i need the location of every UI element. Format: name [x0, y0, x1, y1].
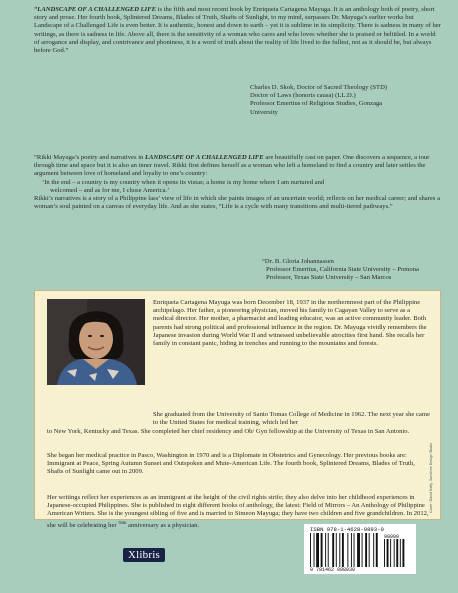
- bio-paragraph-3: to New York, Kentucky and Texas. She completed her chief residency and Ob/ Gyn fellowship at the University of Texas in San Antonio.: [47, 428, 410, 435]
- isbn-number: ISBN 978-1-4628-9893-0: [310, 526, 384, 533]
- price-code: 90000: [384, 534, 400, 540]
- barcode-bars: [310, 533, 410, 567]
- attribution-line: Doctor of Laws (honoris causa) (LL.D.): [250, 92, 356, 100]
- inner-quote: welcomed – and as for me, I chose America.’: [50, 186, 170, 194]
- bio-paragraph-1: Enriqueta Cartagena Mayuga was born December 18, 1937 in the northernmost part of the Philippine archipelago. Her father, a pioneering physician, moved his family to Cagayan Valley to serve as a medical director. Her mother, a pharmacist and leading educator, was an active community leader. Both parents had strong political and professional influence in the region. Dr. Mayuga vividly remembers the Japanese invasion during World War II and witnessed unbelievable atrocities first hand. She recalls her family in constant panic, hiding in trenches and running to the mountains and forests.: [153, 299, 427, 348]
- isbn-label: [310, 526, 384, 533]
- author-photo: [47, 299, 145, 385]
- bio-paragraph-4: She began her medical practice in Pasco, Washington in 1970 and is a Diplomate in Obstetrics and Gynecology. Her previous books are: Immigrant at Peace, Spring Autumn Sunset and Outspoken and Mute-American Life. The fourth book, Splintered Dreams, Blades of Truth, Shafts of Sunlight came out in 2009.: [47, 452, 415, 476]
- book-title-emphasis: LANDSCAPE OF A CHALLENGED LIFE: [144, 154, 264, 161]
- bio-paragraph-5-end: anniversary as a physician.: [126, 521, 200, 529]
- attribution-line: Professor Emeritus of Religious Studies, Gonzaga: [250, 100, 383, 108]
- attribution-line: “Dr. B. Gloria Johannassen: [262, 258, 334, 265]
- publisher-logo: Xlibris: [123, 548, 165, 562]
- review-quote-2-body-2: Rikki’s narratives is a story of a Philippine lass’ view of life in which she paints images of an uncertain world; reflects on her medical career; and shares a woman’s soul painted on a canvas of everyday life. And as she states, “Life is a cycle with many transitions and multi-tiered pathways.”: [34, 195, 440, 211]
- bio-paragraph-5-text: Her writings reflect her experiences as an immigrant at the height of the civil rights strife; they also delve into her childhood experiences in Japanese-occupied Philippines. She is published in eight different books of anthology, the latest: Field of Mirrors – An Anthology of Philippine American Writers. She is the youngest sibling of five and is married to Simeon Mayuga; they have two children and five grandchildren. In 2012, she will be celebrating her: [47, 494, 429, 529]
- review-quote-2-body: are beautifully cast on paper. One discovers a sequence, a tour through time and space but it is also an inner travel. Rikki first defines herself as a woman who left a homeland to find a country and later settles the argument between love of homeland and loyalty to one’s country:: [34, 154, 430, 178]
- review-quote-1-body: is the fifth and most recent book by Enriqueta Cartagena Mayuga. It is an anthology both of poetry, short story and prose. Her fourth book, Splintered Dreams, Blades of Truth, Shafts of Sunlight, to my mind, surpasses Dr. Mayuga’s earlier works but Landscape of a Challenged Life is even better. It is authentic, honest and down to earth – yet it is sublime in its simplicity. There is sadness in many of her writings, as there is sadness in life. Above all, there is the sensitivity of a woman who cares and who loves whether she is praised or belittled. In a world of arrogance and display, and contrivance and phoniness, it is a word of truth about the reality of life lived to the fullest, not as it should be, but always before God.”: [34, 6, 441, 55]
- cover-credit: Cover: David Haffy, Sunshine Design Studio: [429, 442, 433, 513]
- inner-quote: ‘In the end – a country is my country when it opens its vistas; a home is my home where I am nurtured and: [42, 178, 325, 186]
- review-quote-2-intro: “Rikki Mayuga’s poetry and narratives in: [34, 154, 145, 161]
- superscript-ordinal: 50th: [118, 519, 127, 525]
- review-quote-2-text: [34, 154, 442, 179]
- author-bio-box: [34, 290, 441, 529]
- review-quote-1: [34, 6, 442, 55]
- review-attribution-2: [262, 258, 419, 283]
- attribution-line: Professor Emeritus, California State University – Pomona: [266, 266, 419, 274]
- barcode-digits: 9 781462 898930: [310, 567, 356, 573]
- review-attribution-1: [250, 84, 387, 117]
- review-quote-2: [34, 154, 442, 211]
- attribution-line: University: [250, 108, 278, 116]
- attribution-line: Charles D. Skok, Doctor of Sacred Theology (STD): [250, 84, 388, 91]
- book-title-emphasis: “LANDSCAPE OF A CHALLENGED LIFE: [34, 6, 157, 13]
- attribution-line: Professor, Texas State University – San Marcos: [266, 274, 392, 282]
- isbn-barcode: [304, 524, 416, 574]
- bio-paragraph-2: She graduated from the University of Santo Tomas College of Medicine in 1962. The next year she came to the United States for medical training, which led her: [153, 411, 430, 427]
- review-quote-1-text: [34, 6, 442, 55]
